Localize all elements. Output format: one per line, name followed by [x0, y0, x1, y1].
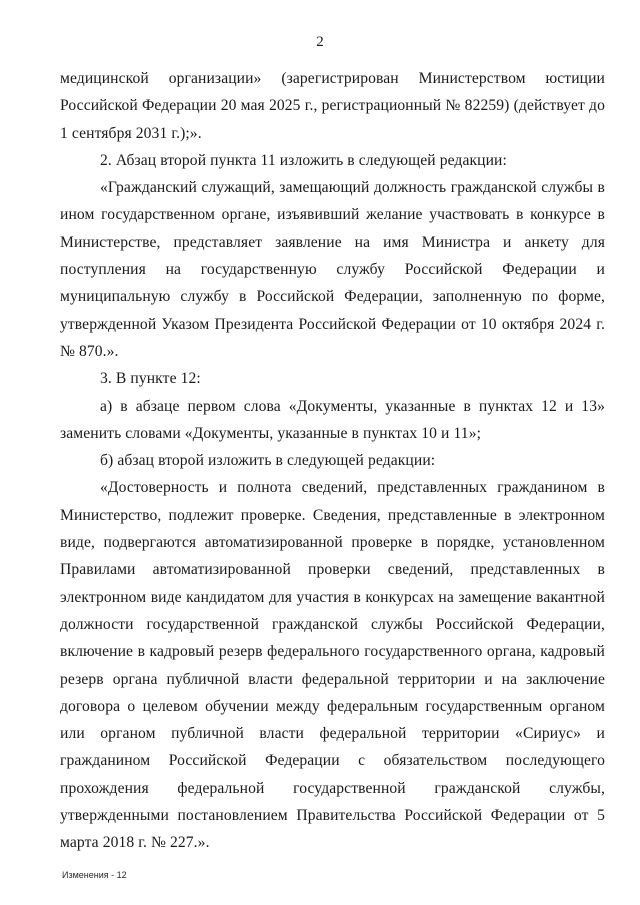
paragraph: «Гражданский служащий, замещающий должность гражданской службы в ином государственном органе, изъявивший желание участвовать в конкурсе в Министерстве, представляет заявление на имя Министра и анкету для поступления на государственную службу Российской Федерации и муниципальную службу в Российской Федерации, заполненную по форме, утвержденной Указом Президента Российской Федерации от 10 октября 2024 г. № 870.».: [60, 179, 605, 360]
document-body: [60, 65, 605, 857]
paragraph: медицинской организации» (зарегистрирован Министерством юстиции Российской Федерации 20 мая 2025 г., регистрационный № 82259) (действует до 1 сентября 2031 г.);».: [60, 70, 605, 142]
paragraph: 3. В пункте 12:: [100, 370, 201, 388]
page-number: 2: [316, 34, 324, 50]
paragraph: а) в абзаце первом слова «Документы, указанные в пунктах 12 и 13» заменить словами «Документы, указанные в пунктах 10 и 11»;: [60, 397, 605, 442]
paragraph: б) абзац второй изложить в следующей редакции:: [100, 452, 436, 470]
paragraph: «Достоверность и полнота сведений, представленных гражданином в Министерство, подлежит проверке. Сведения, представленные в электронном виде, подвергаются автоматизированной проверке в порядке, установленном Правилами автоматизированной проверки сведений, представленных в электронном виде кандидатом для участия в конкурсах на замещение вакантной должности государственной гражданской службы Российской Федерации, включение в кадровый резерв федерального государственного органа, кадровый резерв органа публичной власти федеральной территории и на заключение договора о целевом обучении между федеральным государственным органом или органом публичной власти федеральной территории «Сириус» и гражданином Российской Федерации с обязательством последующего прохождения федеральной государственной гражданской службы, утвержденными постановлением Правительства Российской Федерации от 5 марта 2018 г. № 227.».: [60, 479, 605, 852]
paragraph: 2. Абзац второй пункта 11 изложить в следующей редакции:: [100, 151, 507, 169]
footer-label: Изменения - 12: [62, 870, 127, 880]
